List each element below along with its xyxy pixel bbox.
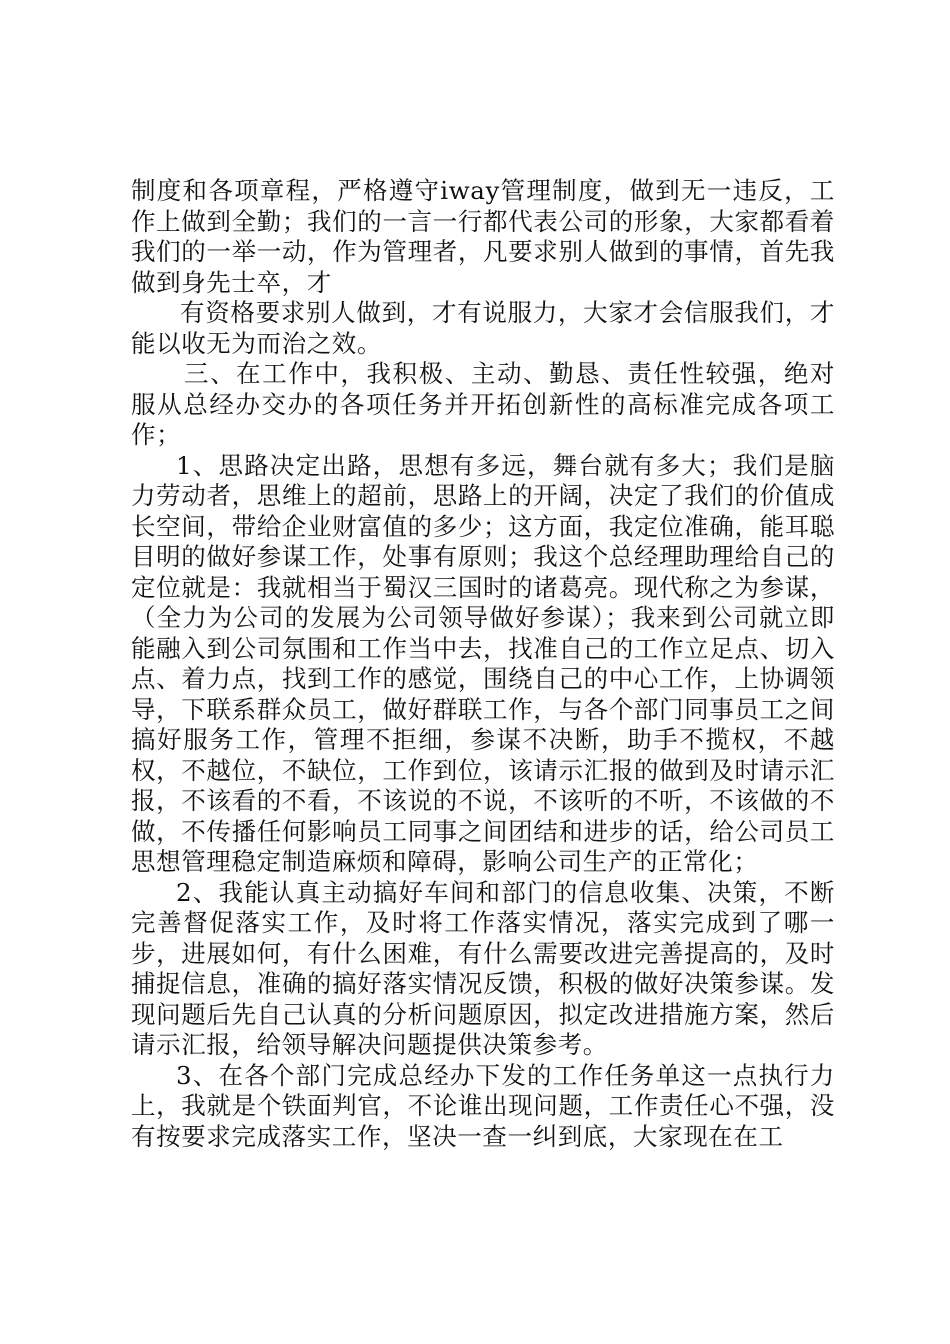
paragraph-qualification: 有资格要求别人做到，才有说服力，大家才会信服我们，才能以收无为而治之效。 xyxy=(131,298,835,358)
paragraph-item-two: 2、我能认真主动搞好车间和部门的信息收集、决策，不断完善督促落实工作，及时将工作落实情况，落实完成到了哪一步，进展如何，有什么困难，有什么需要改进完善提高的，及时捕捉信息，准确的搞好落实情况反馈，积极的做好决策参谋。发现问题后先自己认真的分析问题原因，拟定改进措施方案，然后请示汇报，给领导解决问题提供决策参考。 xyxy=(131,877,835,1059)
paragraph-item-three: 3、在各个部门完成总经办下发的工作任务单这一点执行力上，我就是个铁面判官，不论谁出现问题，工作责任心不强，没有按要求完成落实工作，坚决一查一纠到底，大家现在在工 xyxy=(131,1060,835,1151)
paragraph-rules-continuation: 制度和各项章程，严格遵守iway管理制度，做到无一违反，工作上做到全勤；我们的一言一行都代表公司的形象，大家都看着我们的一举一动，作为管理者，凡要求别人做到的事情，首先我做到身先士卒，才 xyxy=(131,176,835,297)
paragraph-item-one: 1、思路决定出路，思想有多远，舞台就有多大；我们是脑力劳动者，思维上的超前，思路上的开阔，决定了我们的价值成长空间，带给企业财富值的多少；这方面，我定位准确，能耳聪目明的做好参谋工作，处事有原则；我这个总经理助理给自己的定位就是：我就相当于蜀汉三国时的诸葛亮。现代称之为参谋，（全力为公司的发展为公司领导做好参谋）；我来到公司就立即能融入到公司氛围和工作当中去，找准自己的工作立足点、切入点、着力点，找到工作的感觉，围绕自己的中心工作，上协调领导，下联系群众员工，做好群联工作，与各个部门同事员工之间搞好服务工作，管理不拒细，参谋不决断，助手不揽权，不越权，不越位，不缺位，工作到位，该请示汇报的做到及时请示汇报，不该看的不看，不该说的不说，不该听的不听，不该做的不做，不传播任何影响员工同事之间团结和进步的话，给公司员工思想管理稳定制造麻烦和障碍，影响公司生产的正常化； xyxy=(131,450,835,876)
document-body xyxy=(131,176,835,1152)
paragraph-section-three: 三、在工作中，我积极、主动、勤恳、责任性较强，绝对服从总经办交办的各项任务并开拓创新性的高标准完成各项工作； xyxy=(131,359,835,449)
